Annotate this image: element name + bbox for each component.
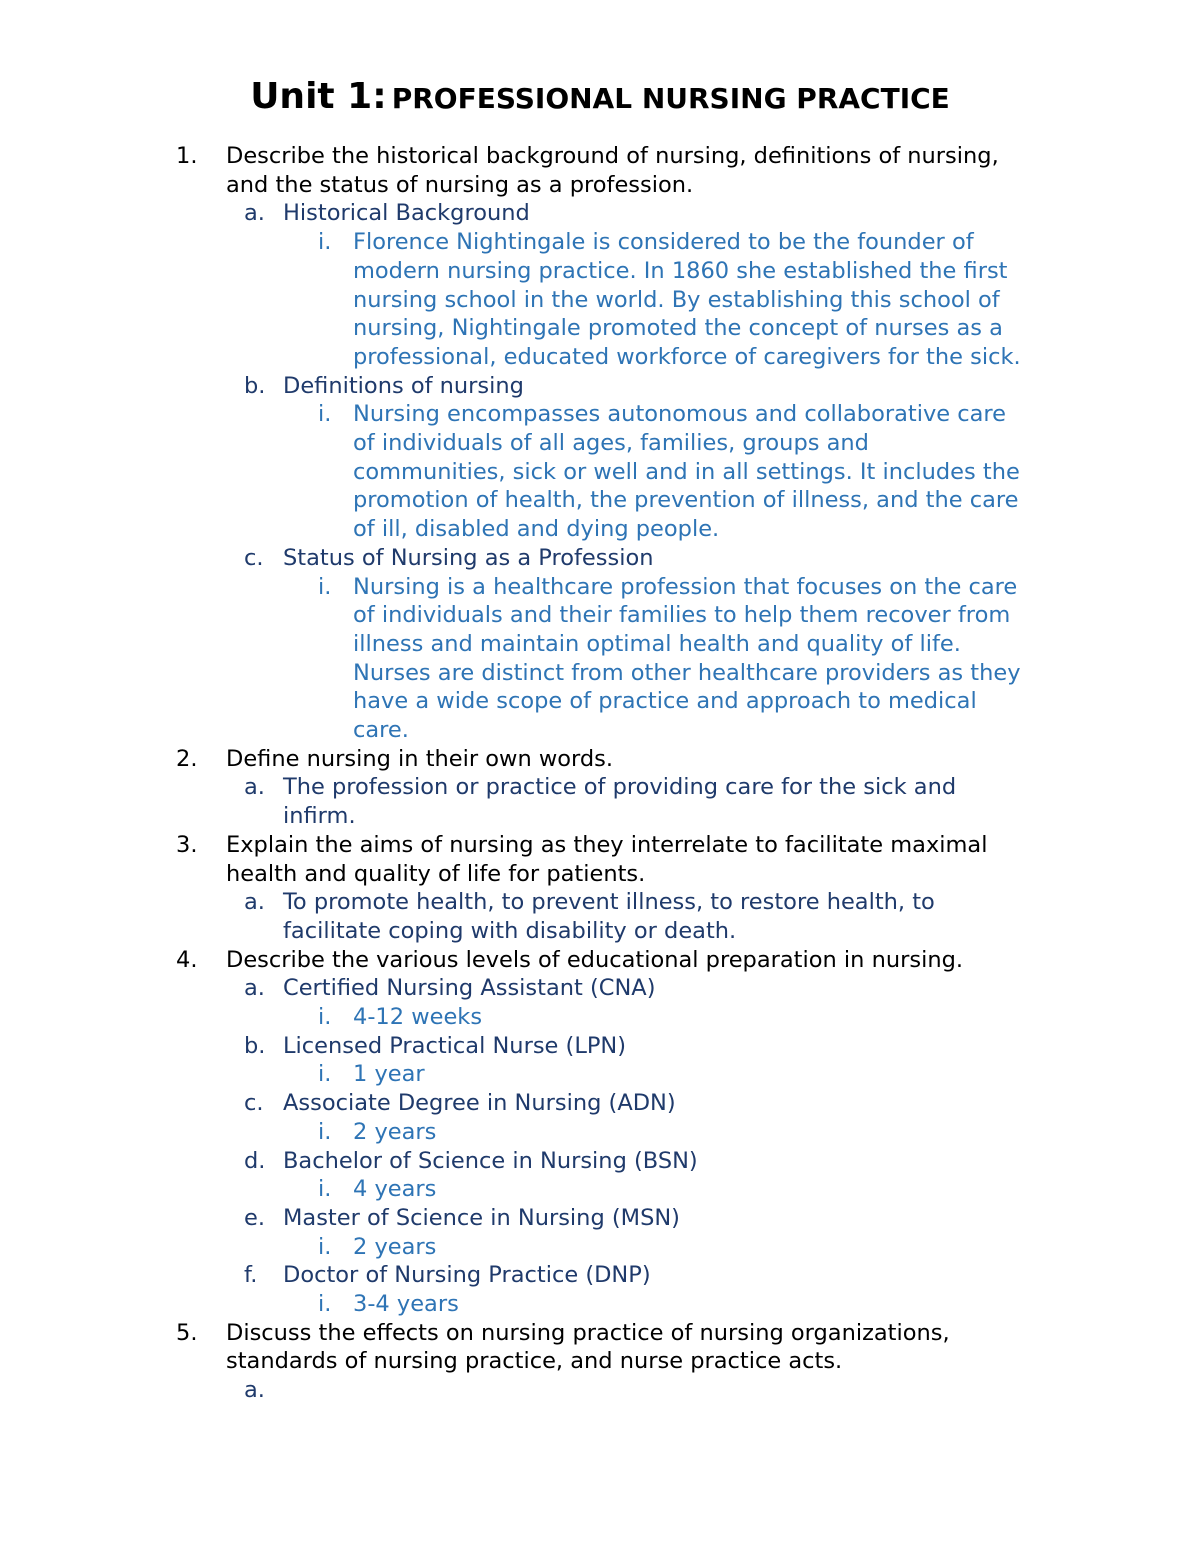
outline-item-text: and the status of nursing as a profession. — [226, 171, 694, 198]
outline-subitem-marker: e. — [244, 1204, 265, 1231]
outline-detail-text: 2 years — [353, 1118, 437, 1145]
outline-detail-text: promotion of health, the prevention of illness, and the care — [353, 487, 1019, 514]
outline-item-text: Describe the various levels of educational preparation in nursing. — [226, 946, 964, 973]
outline-detail-text: have a wide scope of practice and approach to medical — [353, 688, 977, 715]
outline-item-marker: 5. — [176, 1319, 198, 1346]
outline-subitem-marker: a. — [244, 1377, 265, 1404]
outline-item-marker: 3. — [176, 831, 198, 858]
outline-subitem-text: Definitions of nursing — [283, 372, 524, 399]
outline-detail-text: nursing, Nightingale promoted the concept of nurses as a — [353, 315, 1003, 342]
outline-subitem-marker: c. — [244, 1090, 264, 1117]
outline-detail-text: Nursing is a healthcare profession that focuses on the care — [353, 573, 1018, 600]
outline-item-text: Explain the aims of nursing as they interrelate to facilitate maximal — [226, 831, 988, 858]
outline-detail-text: modern nursing practice. In 1860 she established the first — [353, 257, 1008, 284]
outline-detail-marker: i. — [318, 1118, 332, 1145]
outline-subitem-text: The profession or practice of providing care for the sick and — [283, 774, 957, 801]
outline-detail-marker: i. — [318, 1291, 332, 1317]
outline-subitem-marker: d. — [244, 1147, 266, 1174]
outline-detail-text: 3-4 years — [353, 1291, 459, 1317]
outline-item-text: Describe the historical background of nursing, definitions of nursing, — [226, 143, 999, 169]
unit-title: PROFESSIONAL NURSING PRACTICE — [391, 82, 950, 115]
outline-detail-marker: i. — [318, 1233, 332, 1260]
outline-subitem-text: Doctor of Nursing Practice (DNP) — [283, 1262, 651, 1289]
outline-detail-text: 4 years — [353, 1176, 437, 1203]
outline-item-marker: 1. — [176, 143, 198, 169]
outline-detail-text: Nurses are distinct from other healthcare providers as they — [353, 659, 1021, 686]
outline-subitem-text: Master of Science in Nursing (MSN) — [283, 1204, 680, 1231]
outline-detail-text: professional, educated workforce of caregivers for the sick. — [353, 343, 1021, 370]
outline-item-text: standards of nursing practice, and nurse practice acts. — [226, 1348, 843, 1375]
outline-detail-marker: i. — [318, 229, 332, 256]
outline-subitem-text: Certified Nursing Assistant (CNA) — [283, 975, 656, 1002]
outline-detail-marker: i. — [318, 1176, 332, 1203]
outline-detail-text: Nursing encompasses autonomous and collaborative care — [353, 401, 1007, 428]
outline-detail-text: 1 year — [353, 1061, 425, 1088]
outline-detail-text: 4-12 weeks — [353, 1004, 483, 1030]
outline-subitem-text: facilitate coping with disability or death. — [283, 917, 737, 944]
outline-item-text: Define nursing in their own words. — [226, 745, 614, 772]
outline-detail-text: nursing school in the world. By establishing this school of — [353, 286, 1000, 313]
outline-detail-text: Florence Nightingale is considered to be the founder of — [353, 229, 974, 256]
outline-detail-text: of ill, disabled and dying people. — [353, 516, 720, 543]
outline-detail-text: illness and maintain optimal health and quality of life. — [353, 630, 961, 657]
outline-subitem-marker: f. — [244, 1262, 258, 1289]
outline-detail-marker: i. — [318, 573, 332, 600]
outline-subitem-marker: c. — [244, 544, 264, 571]
outline-subitem-marker: a. — [244, 889, 265, 916]
outline-subitem-text: Historical Background — [283, 200, 530, 227]
outline-detail-text: care. — [353, 717, 409, 743]
outline-subitem-marker: b. — [244, 372, 266, 399]
outline-subitem-text: infirm. — [283, 803, 356, 830]
outline-detail-text: communities, sick or well and in all settings. It includes the — [353, 458, 1020, 485]
outline-subitem-marker: a. — [244, 975, 265, 1002]
outline-detail-text: 2 years — [353, 1233, 437, 1260]
outline-subitem-marker: b. — [244, 1032, 266, 1059]
outline-subitem-marker: a. — [244, 774, 265, 801]
outline-detail-text: of individuals and their families to help them recover from — [353, 602, 1011, 629]
unit-label: Unit 1: — [250, 76, 387, 117]
page-title — [0, 76, 1200, 117]
outline-subitem-text: Bachelor of Science in Nursing (BSN) — [283, 1147, 698, 1174]
outline-subitem-text: Associate Degree in Nursing (ADN) — [283, 1090, 676, 1117]
outline-subitem-marker: a. — [244, 200, 265, 227]
outline-item-marker: 4. — [176, 946, 198, 973]
outline-detail-marker: i. — [318, 1004, 332, 1030]
outline-detail-marker: i. — [318, 401, 332, 428]
outline-subitem-text: Licensed Practical Nurse (LPN) — [283, 1032, 627, 1059]
outline-subitem-text: To promote health, to prevent illness, to restore health, to — [283, 889, 935, 916]
outline-item-text: Discuss the effects on nursing practice of nursing organizations, — [226, 1319, 950, 1346]
outline-item-marker: 2. — [176, 745, 198, 772]
outline-item-text: health and quality of life for patients. — [226, 860, 646, 887]
outline-detail-marker: i. — [318, 1061, 332, 1088]
outline-detail-text: of individuals of all ages, families, groups and — [353, 430, 869, 456]
outline-subitem-text: Status of Nursing as a Profession — [283, 544, 654, 571]
